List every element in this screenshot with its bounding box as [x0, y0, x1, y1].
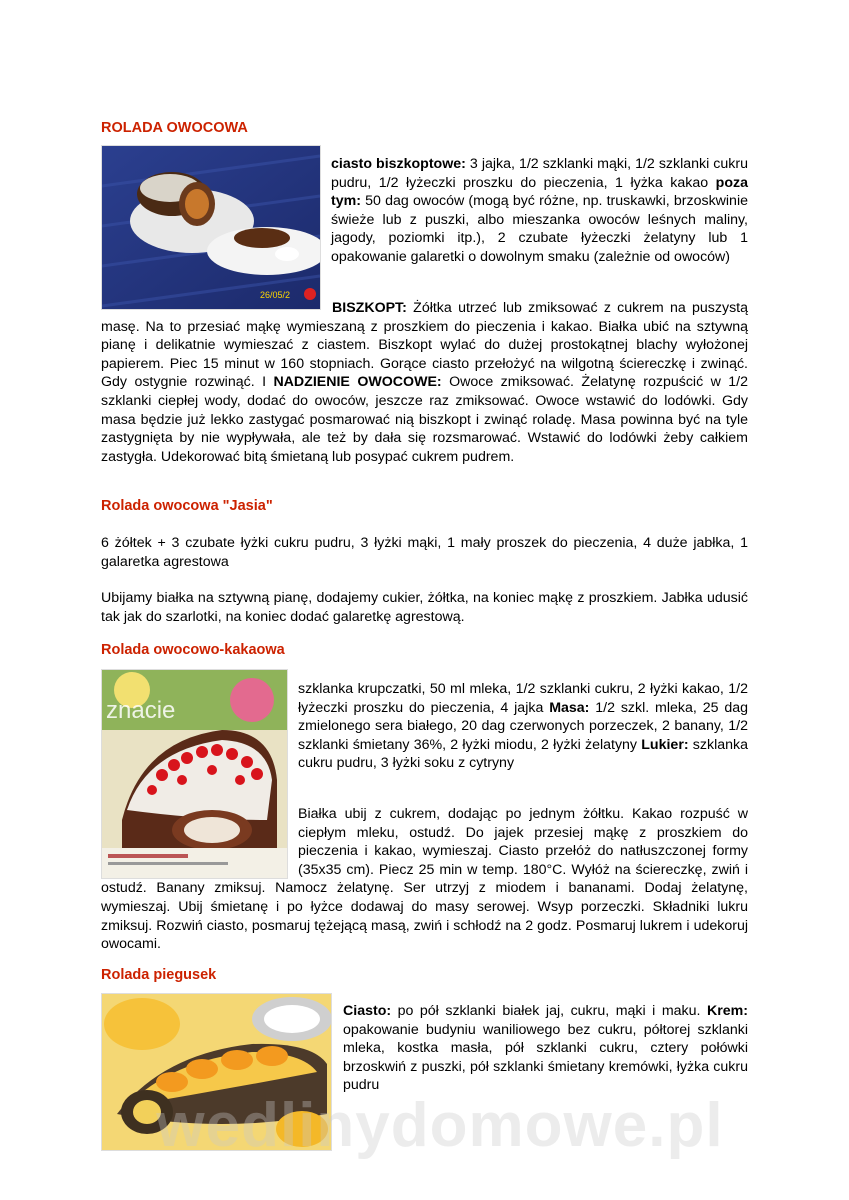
recipe2-ingredients: 6 żółtek + 3 czubate łyżki cukru pudru, 3 łyżki mąki, 1 mały proszek do pieczenia, 4 duże jabłka, 1 galaretka agrestowa — [101, 535, 748, 570]
recipe1-title: ROLADA OWOCOWA — [101, 120, 248, 136]
photo-date: 26/05/2 — [260, 290, 291, 300]
recipe3-ingredients: szklanka krupczatki, 50 ml mleka, 1/2 szklanki cukru, 2 łyżki kakao, 1/2 łyżeczki proszku do pieczenia, 4 jajka Masa: 1/2 szkl. mleka, 25 dag zmielonego sera białego, 20 dag czerwonych porzeczek, 2 banany, 1/2 szklanki śmietany 36%, 2 łyżki miodu, 2 łyżki żelatyny Lukier: szklanka cukru pudru, 3 łyżki soku z cytryny — [298, 681, 749, 772]
recipe1-preparation: BISZKOPT: Żółtka utrzeć lub zmiksować z cukrem na puszystą masę. Na to przesiać mąkę wymieszaną z proszkiem do pieczenia i kakao. Białka ubić na sztywną pianę i delikatnie wymieszać z ciastem. Biszkopt wylać do dużej prostokątnej blachy wyłożonej papierem. Piec 15 minut w 160 stopniach. Gorące ciasto przełożyć na wilgotną ściereczkę i zwinąć. Gdy ostygnie rozwinąć. I NADZIENIE OWOCOWE: Owoce zmiksować. Żelatynę rozpuścić w 1/2 szklanki ciepłej wody, dodać do owoców, jeszcze raz zmiksować. Owoce wstawić do lodówki. Gdy masa będzie już lekko zastygać posmarować nią biszkopt i zwinąć roladę. Masa powinna być na tyle zastygnięta by nie wypływała, ale też by dała się rozsmarować. Wstawić do lodówki żeby całkiem zastygła. Udekorować bitą śmietaną lub posypać cukrem pudrem. — [101, 300, 748, 465]
recipe3-preparation: Białka ubij z cukrem, dodając po jednym żółtku. Kakao rozpuść w ciepłym mleku, ostudź. Do jajek przesiej mąkę z proszkiem do pieczenia i kakao, wymieszaj. Ciasto przełóż do natłuszczonej formy (35x35 cm). Piecz 25 min w temp. 180°C. Wyłóż na ściereczkę, zwiń i ostudź. Banany zmiksuj. Namocz żelatynę. Ser utrzyj z miodem i bananami. Dodaj żelatynę, wymieszaj. Ubij śmietanę i po łyżce dodawaj do masy serowej. Wsyp porzeczki. Składniki lukru zmiksuj. Rozwiń ciasto, posmaruj tężejącą masą, zwiń i schłodź na 2 godz. Posmaruj lukrem i udekoruj owocami. — [101, 806, 748, 953]
watermark: wedlinydomowe.pl — [156, 1091, 724, 1160]
recipe2-title: Rolada owocowa "Jasia" — [101, 498, 273, 514]
recipe1-ingredients: ciasto biszkoptowe: 3 jajka, 1/2 szklanki mąki, 1/2 szklanki cukru pudru, 1/2 łyżeczki proszku do pieczenia, 1 łyżka kakao poza tym: 50 dag owoców (mogą być różne, np. truskawki, brzoskwinie świeże lub z puszki, albo mieszanka owoców leśnych maliny, jagody, poziomki itp.), 2 czubate łyżeczki żelatyny lub 1 opakowanie galaretki o dowolnym smaku (zależnie od owoców) — [331, 156, 749, 265]
recipe2-preparation: Ubijamy białka na sztywną pianę, dodajemy cukier, żółtka, na koniec mąkę z proszkiem. Jabłka udusić tak jak do szarlotki, na koniec dodać galaretkę agrestową. — [101, 590, 748, 625]
recipe3-title: Rolada owocowo-kakaowa — [101, 642, 285, 658]
recipe1-photo — [101, 145, 321, 310]
recipe4-ingredients: Ciasto: po pół szklanki białek jaj, cukru, mąki i maku. Krem: opakowanie budyniu waniliowego bez cukru, półtorej szklanki mleka, kostka masła, pół szklanki cukru, cztery połówki brzoskwiń z puszki, pół szklanki śmietany kremówki, łyżka cukru pudru — [343, 1003, 748, 1094]
photo-caption: znacie — [106, 697, 176, 724]
recipe4-photo — [101, 993, 332, 1151]
recipe4-title: Rolada piegusek — [101, 967, 217, 983]
